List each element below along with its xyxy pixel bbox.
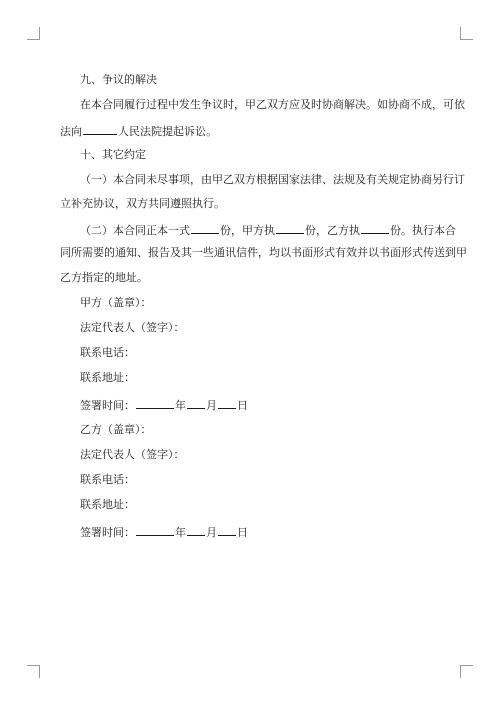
party-b-day-blank[interactable] (218, 524, 236, 536)
party-b-copies-blank[interactable] (361, 222, 389, 234)
section9-paragraph-line2 (60, 123, 217, 139)
corner-mark-top-right (460, 27, 473, 40)
party-a-month-blank[interactable] (187, 397, 205, 409)
corner-mark-top-left (27, 27, 40, 40)
party-b-date-label: 签署时间： (80, 526, 135, 539)
court-name-blank[interactable] (83, 123, 117, 135)
item2-text-c: 份，乙方执 (305, 224, 360, 237)
item2-text-b: 份，甲方执 (220, 224, 275, 237)
section10-item1-line1: （一）本合同未尽事项，由甲乙双方根据国家法律、法规及有关规定协商另行订 (80, 173, 465, 186)
party-a-month-label: 月 (206, 399, 217, 412)
party-b-address-label: 联系地址： (80, 498, 135, 511)
party-a-address-label: 联系地址： (80, 371, 135, 384)
party-b-seal-label: 乙方（盖章）： (80, 423, 152, 436)
section10-item1-line2: 立补充协议，双方共同遵照执行。 (60, 197, 225, 210)
section9-text-b: 人民法院提起诉讼。 (118, 125, 217, 138)
original-copies-blank[interactable] (191, 222, 219, 234)
party-a-day-label: 日 (237, 399, 248, 412)
party-b-day-label: 日 (237, 526, 248, 539)
party-a-copies-blank[interactable] (276, 222, 304, 234)
party-a-date-label: 签署时间： (80, 399, 135, 412)
section10-item2-line3: 乙方指定的地址。 (60, 271, 148, 284)
party-b-month-label: 月 (206, 526, 217, 539)
item2-text-d: 份。执行本合 (390, 224, 456, 237)
section9-heading: 九、争议的解决 (80, 73, 157, 86)
party-a-year-label: 年 (175, 399, 186, 412)
party-b-date-row (80, 524, 248, 540)
party-b-phone-label: 联系电话： (80, 473, 135, 486)
corner-mark-bottom-left (27, 665, 40, 678)
party-b-month-blank[interactable] (187, 524, 205, 536)
party-b-rep-label: 法定代表人（签字）： (80, 448, 185, 461)
party-a-seal-label: 甲方（盖章）： (80, 296, 152, 309)
section9-paragraph-line1: 在本合同履行过程中发生争议时，甲乙双方应及时协商解决。如协商不成，可依 (80, 98, 465, 111)
section9-text-a: 法向 (60, 125, 82, 138)
corner-mark-bottom-right (460, 665, 473, 678)
party-b-year-blank[interactable] (136, 524, 174, 536)
party-a-phone-label: 联系电话： (80, 346, 135, 359)
party-a-year-blank[interactable] (136, 397, 174, 409)
party-b-year-label: 年 (175, 526, 186, 539)
party-a-day-blank[interactable] (218, 397, 236, 409)
item2-text-a: （二）本合同正本一式 (80, 224, 190, 237)
party-a-rep-label: 法定代表人（签字）： (80, 321, 185, 334)
section10-item2-line1 (80, 222, 456, 238)
section10-heading: 十、其它约定 (80, 148, 146, 161)
section10-item2-line2: 同所需要的通知、报告及其一些通讯信件，均以书面形式有效并以书面形式传送到甲 (60, 246, 467, 259)
party-a-date-row (80, 397, 248, 413)
